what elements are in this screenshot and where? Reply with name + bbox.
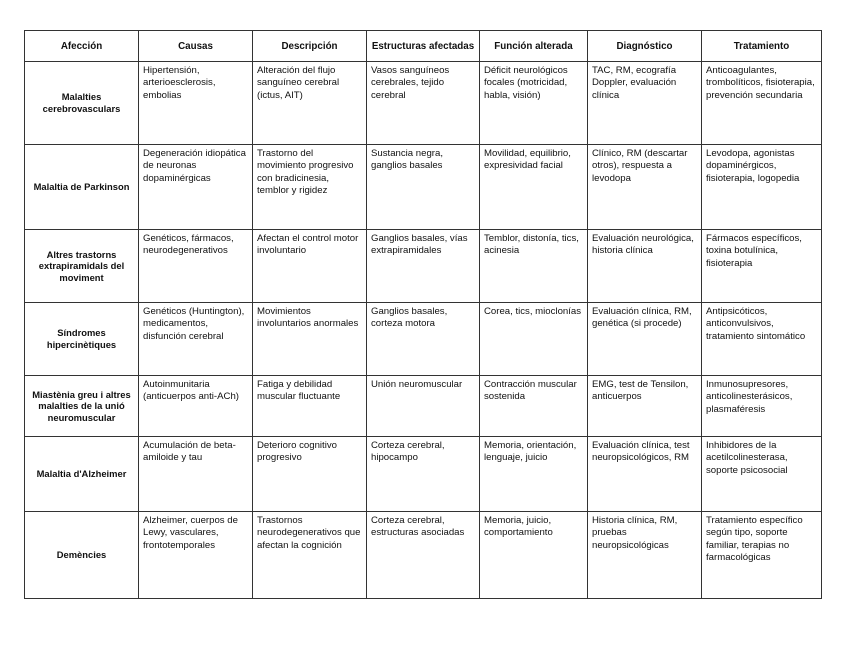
table-cell: Movimientos involuntarios anormales — [253, 303, 367, 376]
table-cell: Fármacos específicos, toxina botulínica, fisioterapia — [702, 230, 822, 303]
table-cell: Alzheimer, cuerpos de Lewy, vasculares, frontotemporales — [139, 512, 253, 599]
table-cell: Vasos sanguíneos cerebrales, tejido cerebral — [367, 62, 480, 145]
condition-label: Demències — [25, 512, 139, 599]
table-cell: Genéticos (Huntington), medicamentos, disfunción cerebral — [139, 303, 253, 376]
table-row — [25, 437, 822, 512]
table-cell: Memoria, juicio, comportamiento — [480, 512, 588, 599]
table-cell: Evaluación clínica, test neuropsicológicos, RM — [588, 437, 702, 512]
table-cell: Deterioro cognitivo progresivo — [253, 437, 367, 512]
table-row — [25, 376, 822, 437]
table-cell: Genéticos, fármacos, neurodegenerativos — [139, 230, 253, 303]
table-cell: Corteza cerebral, hipocampo — [367, 437, 480, 512]
table-cell: Hipertensión, arterioesclerosis, embolias — [139, 62, 253, 145]
table-cell: Contracción muscular sostenida — [480, 376, 588, 437]
header-causas: Causas — [139, 31, 253, 62]
table-cell: Antipsicóticos, anticonvulsivos, tratamiento sintomático — [702, 303, 822, 376]
table-cell: Tratamiento específico según tipo, soporte familiar, terapias no farmacológicas — [702, 512, 822, 599]
table-row — [25, 62, 822, 145]
condition-label: Miastènia greu i altres malalties de la unió neuromuscular — [25, 376, 139, 437]
condition-label: Malalties cerebrovasculars — [25, 62, 139, 145]
table-row — [25, 512, 822, 599]
table-cell: Inmunosupresores, anticolinesterásicos, plasmaféresis — [702, 376, 822, 437]
table-cell: Evaluación neurológica, historia clínica — [588, 230, 702, 303]
condition-label: Altres trastorns extrapiramidals del moviment — [25, 230, 139, 303]
table-cell: Historia clínica, RM, pruebas neuropsicológicas — [588, 512, 702, 599]
table-cell: Afectan el control motor involuntario — [253, 230, 367, 303]
table-row — [25, 230, 822, 303]
table-cell: Déficit neurológicos focales (motricidad, habla, visión) — [480, 62, 588, 145]
table-row — [25, 303, 822, 376]
table-cell: Anticoagulantes, trombolíticos, fisioterapia, prevención secundaria — [702, 62, 822, 145]
header-estructuras: Estructuras afectadas — [367, 31, 480, 62]
table-cell: Ganglios basales, vías extrapiramidales — [367, 230, 480, 303]
table-cell: Inhibidores de la acetilcolinesterasa, soporte psicosocial — [702, 437, 822, 512]
table-cell: EMG, test de Tensilon, anticuerpos — [588, 376, 702, 437]
table-cell: Clínico, RM (descartar otros), respuesta a levodopa — [588, 145, 702, 230]
table-cell: TAC, RM, ecografía Doppler, evaluación clínica — [588, 62, 702, 145]
condition-label: Síndromes hipercinètiques — [25, 303, 139, 376]
header-funcion: Función alterada — [480, 31, 588, 62]
table-cell: Fatiga y debilidad muscular fluctuante — [253, 376, 367, 437]
header-descripcion: Descripción — [253, 31, 367, 62]
header-diagnostico: Diagnóstico — [588, 31, 702, 62]
table-cell: Temblor, distonía, tics, acinesia — [480, 230, 588, 303]
table-cell: Corea, tics, mioclonías — [480, 303, 588, 376]
table-row — [25, 145, 822, 230]
table-cell: Degeneración idiopática de neuronas dopaminérgicas — [139, 145, 253, 230]
table-cell: Corteza cerebral, estructuras asociadas — [367, 512, 480, 599]
table-cell: Autoinmunitaria (anticuerpos anti-ACh) — [139, 376, 253, 437]
table-cell: Unión neuromuscular — [367, 376, 480, 437]
header-afeccion: Afección — [25, 31, 139, 62]
table-cell: Sustancia negra, ganglios basales — [367, 145, 480, 230]
table-cell: Alteración del flujo sanguíneo cerebral (ictus, AIT) — [253, 62, 367, 145]
header-tratamiento: Tratamiento — [702, 31, 822, 62]
table-cell: Levodopa, agonistas dopaminérgicos, fisioterapia, logopedia — [702, 145, 822, 230]
table-cell: Acumulación de beta-amiloide y tau — [139, 437, 253, 512]
header-row — [25, 31, 822, 62]
table-cell: Movilidad, equilibrio, expresividad facial — [480, 145, 588, 230]
neurological-conditions-table — [24, 30, 822, 599]
table-cell: Ganglios basales, corteza motora — [367, 303, 480, 376]
condition-label: Malaltia d'Alzheimer — [25, 437, 139, 512]
table-cell: Evaluación clínica, RM, genética (si procede) — [588, 303, 702, 376]
condition-label: Malaltia de Parkinson — [25, 145, 139, 230]
table-cell: Memoria, orientación, lenguaje, juicio — [480, 437, 588, 512]
table-cell: Trastornos neurodegenerativos que afectan la cognición — [253, 512, 367, 599]
table-cell: Trastorno del movimiento progresivo con bradicinesia, temblor y rigidez — [253, 145, 367, 230]
